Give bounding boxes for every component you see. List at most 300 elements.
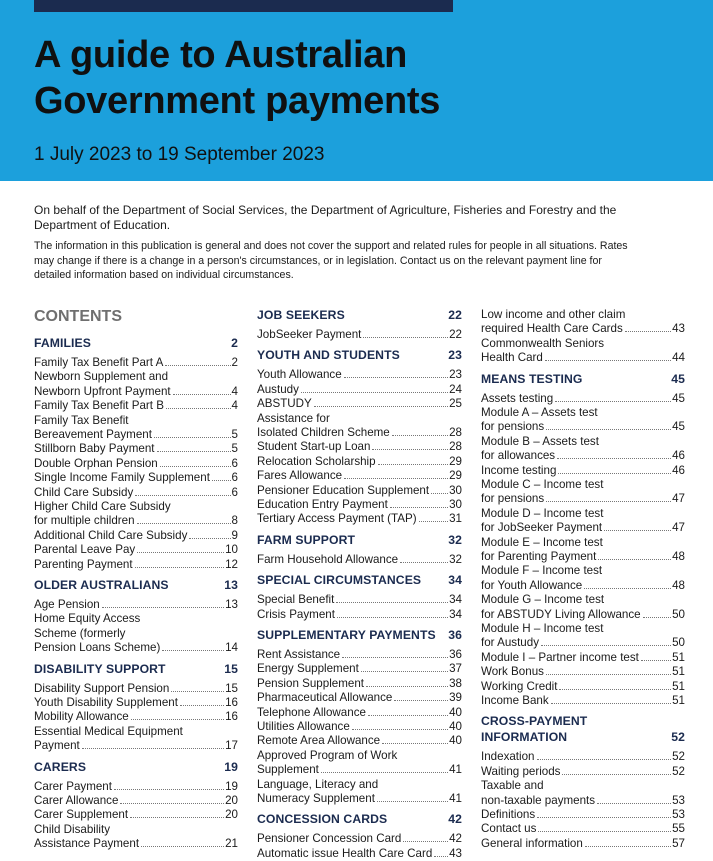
toc-leader-dots: [301, 392, 448, 393]
section-title: SUPPLEMENTARY PAYMENTS: [257, 628, 436, 642]
toc-entry[interactable]: [257, 662, 462, 676]
toc-entry-line: Module B – Assets test: [481, 434, 599, 448]
section-title: CARERS: [34, 759, 87, 774]
intro-disclaimer: The information in this publication is general and does not cover the support and related rules for people in all situations. Rates may change if there is a change in a person's circumstances, or in legislation. Contact us on the relevant payment line for detailed information based on individual circumstances.: [34, 240, 628, 281]
toc-entry-label: Family Tax Benefit Part A: [34, 356, 164, 369]
section-heading: [481, 730, 685, 744]
toc-entry[interactable]: [481, 651, 685, 665]
toc-entry[interactable]: [481, 636, 685, 650]
section-heading: [34, 760, 238, 774]
toc-leader-dots: [162, 650, 224, 651]
toc-entry-label: for Parenting Payment: [481, 550, 597, 563]
section-page: 36: [448, 628, 462, 642]
toc-entry-page: 6: [231, 485, 238, 499]
toc-leader-dots: [363, 337, 448, 338]
toc-entry-page: 34: [449, 593, 462, 607]
toc-entry-line: Module E – Income test: [481, 535, 603, 549]
toc-entry-page: 40: [449, 720, 462, 733]
section-heading: [257, 812, 462, 826]
toc-entry-page: 20: [225, 794, 238, 807]
toc-entry-label: Assistance Payment: [34, 837, 140, 851]
toc-entry-page: 51: [672, 665, 685, 679]
toc-entry-page: 43: [449, 846, 462, 860]
toc-entry-label: Carer Supplement: [34, 808, 129, 822]
toc-entry[interactable]: [34, 356, 238, 370]
toc-entry-page: 53: [672, 793, 685, 807]
toc-entry-page: 47: [672, 521, 685, 535]
toc-entry[interactable]: [257, 455, 462, 469]
toc-leader-dots: [141, 846, 224, 847]
toc-entry-page: 41: [449, 763, 462, 777]
toc-entry-page: 4: [231, 399, 238, 413]
toc-entry-label: Remote Area Allowance: [257, 734, 381, 748]
toc-leader-dots: [597, 803, 671, 804]
toc-entry-label: Additional Child Care Subsidy: [34, 528, 188, 542]
toc-entry-page: 31: [449, 512, 462, 526]
toc-leader-dots: [361, 671, 448, 672]
toc-entry-page: 44: [672, 351, 685, 365]
toc-entry[interactable]: [257, 648, 462, 662]
section-page: 22: [448, 308, 462, 322]
toc-entry-page: 37: [449, 662, 462, 676]
section-title: YOUTH AND STUDENTS: [257, 348, 400, 363]
toc-entry[interactable]: [34, 457, 238, 471]
toc-leader-dots: [392, 435, 448, 436]
toc-entry[interactable]: [257, 553, 462, 567]
toc-leader-dots: [537, 759, 672, 760]
toc-entry[interactable]: [34, 808, 238, 822]
toc-entry[interactable]: [257, 720, 462, 734]
toc-entry-page: 34: [449, 607, 462, 621]
toc-leader-dots: [551, 703, 671, 704]
toc-entry-label: Parental Leave Pay: [34, 543, 136, 557]
section-page: 42: [448, 812, 462, 827]
toc-entry-label: JobSeeker Payment: [257, 328, 362, 341]
toc-entry-label: for pensions: [481, 420, 545, 434]
toc-entry[interactable]: [257, 328, 462, 342]
toc-leader-dots: [378, 464, 449, 465]
toc-leader-dots: [344, 478, 448, 479]
toc-leader-dots: [382, 743, 448, 744]
toc-entry-label: Child Care Subsidy: [34, 485, 134, 499]
toc-entry-line: Child Disability: [34, 822, 111, 836]
toc-leader-dots: [157, 451, 231, 452]
toc-entry-page: 5: [231, 428, 238, 441]
toc-entry-line: Taxable and: [481, 779, 544, 793]
toc-entry-page: 48: [672, 550, 685, 563]
toc-leader-dots: [403, 841, 448, 842]
toc-leader-dots: [643, 617, 671, 618]
toc-entry[interactable]: [257, 691, 462, 705]
toc-entry-page: 40: [449, 705, 462, 719]
toc-entry[interactable]: [481, 322, 685, 336]
toc-entry-label: Energy Supplement: [257, 662, 359, 676]
toc-entry[interactable]: [34, 558, 238, 572]
toc-entry[interactable]: [257, 763, 462, 777]
toc-entry-label: Carer Allowance: [34, 794, 119, 807]
toc-entry-page: 17: [225, 739, 238, 753]
toc-entry-page: 47: [672, 492, 685, 506]
toc-entry-line: Approved Program of Work: [257, 748, 398, 762]
toc-entry-label: Mobility Allowance: [34, 710, 129, 724]
toc-entry[interactable]: [481, 750, 685, 764]
intro-departments: On behalf of the Department of Social Services, the Department of Agriculture, Fisheries and Forestry and the Department of Education.: [34, 203, 617, 232]
toc-entry-line: Low income and other claim: [481, 308, 626, 321]
toc-leader-dots: [173, 394, 231, 395]
toc-leader-dots: [321, 772, 448, 773]
toc-entry[interactable]: [257, 397, 462, 411]
toc-leader-dots: [189, 538, 230, 539]
toc-entry-label: Isolated Children Scheme: [257, 426, 390, 439]
toc-entry[interactable]: [481, 765, 685, 779]
toc-entry-label: Newborn Upfront Payment: [34, 384, 171, 398]
header-banner: [0, 0, 713, 181]
toc-leader-dots: [171, 691, 224, 692]
toc-entry-label: for Youth Allowance: [481, 578, 583, 592]
toc-entry-label: for Austudy: [481, 636, 540, 650]
toc-entry[interactable]: [257, 593, 462, 607]
toc-leader-dots: [344, 377, 448, 378]
toc-leader-dots: [120, 803, 224, 804]
section-heading: [34, 578, 238, 592]
toc-entry-label: Stillborn Baby Payment: [34, 442, 155, 456]
toc-entry-label: Pensioner Concession Card: [257, 832, 402, 846]
toc-entry-page: 39: [449, 691, 462, 705]
toc-entry-line: Module H – Income test: [481, 622, 604, 635]
toc-entry-label: for JobSeeker Payment: [481, 521, 603, 535]
toc-entry-page: 45: [672, 391, 685, 405]
toc-entry-label: Income Bank: [481, 694, 549, 707]
toc-leader-dots: [102, 607, 224, 608]
toc-entry[interactable]: [481, 351, 685, 365]
section-title: INFORMATION: [481, 730, 568, 745]
section-page: 45: [671, 371, 685, 386]
toc-entry-page: 43: [672, 322, 685, 336]
toc-entry-label: Carer Payment: [34, 779, 112, 793]
toc-leader-dots: [366, 686, 448, 687]
toc-entry-label: Farm Household Allowance: [257, 552, 399, 566]
toc-entry-label: Numeracy Supplement: [257, 792, 375, 805]
toc-entry-label: Age Pension: [34, 598, 100, 611]
toc-entry-line: Language, Literacy and: [257, 777, 379, 791]
toc-leader-dots: [584, 588, 671, 589]
toc-entry[interactable]: [481, 794, 685, 808]
toc-entry-label: Working Credit: [481, 679, 558, 693]
toc-leader-dots: [546, 429, 671, 430]
toc-entry-label: Disability Support Pension: [34, 681, 170, 695]
toc-leader-dots: [314, 406, 448, 407]
toc-entry-page: 2: [231, 356, 238, 369]
section-page: 13: [224, 578, 238, 592]
section-heading: [257, 348, 462, 362]
toc-entry-page: 28: [449, 426, 462, 439]
section-heading: [481, 714, 685, 728]
toc-leader-dots: [342, 657, 448, 658]
toc-entry[interactable]: [34, 543, 238, 557]
toc-entry[interactable]: [257, 832, 462, 846]
toc-entry[interactable]: [257, 440, 462, 454]
section-page: 19: [224, 759, 238, 774]
section-title: MEANS TESTING: [481, 371, 583, 386]
toc-entry-label: Automatic issue Health Care Card: [257, 846, 433, 860]
toc-entry-page: 25: [449, 397, 462, 411]
toc-entry-label: Telephone Allowance: [257, 705, 366, 719]
toc-entry-page: 14: [225, 641, 238, 655]
toc-entry[interactable]: [34, 710, 238, 724]
toc-entry[interactable]: [257, 608, 462, 622]
toc-leader-dots: [555, 401, 671, 402]
toc-leader-dots: [130, 817, 224, 818]
page-title: [34, 32, 440, 124]
toc-entry-label: Pensioner Education Supplement: [257, 483, 430, 497]
section-heading: [257, 308, 462, 322]
toc-entry-label: ABSTUDY: [257, 397, 312, 411]
toc-leader-dots: [131, 719, 224, 720]
toc-entry[interactable]: [34, 529, 238, 543]
toc-entry[interactable]: [34, 514, 238, 528]
toc-entry[interactable]: [257, 706, 462, 720]
section-heading: [257, 533, 462, 547]
toc-leader-dots: [82, 748, 224, 749]
toc-leader-dots: [537, 817, 671, 818]
toc-entry-page: 10: [225, 543, 238, 557]
toc-leader-dots: [135, 495, 230, 496]
toc-entry-label: Relocation Scholarship: [257, 454, 376, 468]
section-title: JOB SEEKERS: [257, 308, 345, 322]
toc-leader-dots: [394, 700, 448, 701]
toc-entry-label: Waiting periods: [481, 764, 561, 778]
toc-entry-page: 48: [672, 578, 685, 592]
toc-entry-page: 51: [672, 650, 685, 664]
toc-entry-page: 50: [672, 607, 685, 621]
toc-entry-page: 5: [231, 442, 238, 456]
toc-entry-page: 28: [449, 440, 462, 454]
toc-entry[interactable]: [257, 512, 462, 526]
toc-entry-page: 46: [672, 463, 685, 477]
toc-leader-dots: [160, 466, 231, 467]
toc-entry[interactable]: [257, 469, 462, 483]
toc-entry-label: Bereavement Payment: [34, 428, 152, 441]
toc-entry[interactable]: [34, 641, 238, 655]
toc-leader-dots: [352, 729, 448, 730]
toc-entry-page: 22: [449, 328, 462, 341]
toc-entry-line: Higher Child Care Subsidy: [34, 500, 171, 513]
toc-entry-page: 13: [225, 598, 238, 611]
toc-leader-dots: [557, 458, 671, 459]
toc-entry[interactable]: [481, 579, 685, 593]
toc-entry[interactable]: [481, 808, 685, 822]
toc-leader-dots: [558, 473, 671, 474]
section-heading: [34, 662, 238, 676]
toc-entry-page: 32: [449, 552, 462, 566]
toc-entry-label: Youth Disability Supplement: [34, 696, 178, 709]
toc-entry-label: Single Income Family Supplement: [34, 471, 210, 485]
section-page: 15: [224, 661, 238, 676]
toc-leader-dots: [390, 507, 448, 508]
toc-entry[interactable]: [257, 383, 462, 397]
toc-entry[interactable]: [481, 665, 685, 679]
header-accent-bar: [34, 0, 453, 12]
toc-entry-page: 23: [449, 368, 462, 382]
toc-leader-dots: [585, 846, 671, 847]
toc-leader-dots: [137, 552, 224, 553]
toc-entry[interactable]: [257, 484, 462, 498]
toc-entry[interactable]: [481, 822, 685, 836]
toc-entry-page: 9: [231, 528, 238, 542]
toc-entry[interactable]: [257, 368, 462, 382]
toc-entry[interactable]: [481, 550, 685, 564]
toc-entry-page: 36: [449, 648, 462, 661]
toc-entry-label: Tertiary Access Payment (TAP): [257, 512, 417, 526]
toc-entry[interactable]: [481, 420, 685, 434]
toc-entry-page: 51: [672, 679, 685, 693]
toc-entry-label: Module I – Partner income test: [481, 650, 639, 664]
toc-entry[interactable]: [34, 442, 238, 456]
toc-entry-line: Module F – Income test: [481, 564, 603, 578]
toc-entry[interactable]: [34, 837, 238, 851]
toc-entry-label: for pensions: [481, 492, 545, 506]
toc-entry-label: Income testing: [481, 463, 557, 477]
toc-entry-page: 16: [225, 696, 238, 709]
toc-entry-page: 6: [231, 456, 238, 470]
section-heading: [481, 372, 685, 386]
toc-leader-dots: [166, 408, 231, 409]
toc-entry-line: Assistance for: [257, 411, 330, 425]
toc-entry-line: Module D – Income test: [481, 506, 604, 520]
toc-leader-dots: [541, 645, 671, 646]
toc-entry[interactable]: [257, 792, 462, 806]
toc-entry-page: 53: [672, 808, 685, 821]
toc-entry-label: Indexation: [481, 750, 535, 764]
page-title-line-1: A guide to Australian: [34, 34, 408, 76]
toc-entry[interactable]: [34, 682, 238, 696]
toc-leader-dots: [546, 501, 671, 502]
toc-leader-dots: [562, 774, 671, 775]
toc-entry[interactable]: [34, 399, 238, 413]
section-page: 52: [671, 730, 685, 745]
toc-entry[interactable]: [34, 486, 238, 500]
toc-leader-dots: [114, 789, 224, 790]
toc-entry[interactable]: [34, 385, 238, 399]
toc-entry[interactable]: [481, 608, 685, 622]
toc-entry[interactable]: [34, 739, 238, 753]
toc-entry[interactable]: [481, 694, 685, 708]
toc-entry-line: Essential Medical Equipment: [34, 724, 183, 738]
toc-entry-page: 15: [225, 681, 238, 695]
toc-leader-dots: [165, 365, 230, 366]
toc-leader-dots: [431, 493, 448, 494]
toc-entry-label: for allowances: [481, 449, 556, 463]
toc-entry-page: 42: [449, 832, 462, 846]
toc-leader-dots: [598, 559, 671, 560]
toc-entry[interactable]: [257, 677, 462, 691]
toc-entry-label: Supplement: [257, 763, 319, 777]
toc-entry[interactable]: [257, 498, 462, 512]
toc-entry[interactable]: [481, 449, 685, 463]
toc-entry[interactable]: [481, 492, 685, 506]
section-page: 2: [231, 336, 238, 350]
toc-entry-label: Work Bonus: [481, 665, 544, 679]
toc-entry-page: 38: [449, 676, 462, 690]
toc-entry-line: Commonwealth Seniors: [481, 336, 605, 350]
toc-entry[interactable]: [34, 780, 238, 794]
section-heading: [257, 628, 462, 642]
toc-entry-page: 24: [449, 382, 462, 396]
section-heading: [34, 336, 238, 350]
section-page: 23: [448, 348, 462, 363]
toc-entry-label: Education Entry Payment: [257, 498, 388, 511]
toc-entry-label: Student Start-up Loan: [257, 440, 371, 454]
toc-entry-label: Pension Loans Scheme): [34, 641, 161, 655]
toc-leader-dots: [400, 562, 448, 563]
section-title: SPECIAL CIRCUMSTANCES: [257, 573, 422, 588]
toc-entry-page: 52: [672, 750, 685, 764]
toc-entry[interactable]: [257, 734, 462, 748]
toc-entry-label: Crisis Payment: [257, 607, 335, 621]
toc-entry[interactable]: [34, 794, 238, 808]
toc-entry-label: Assets testing: [481, 391, 554, 405]
toc-entry-page: 8: [231, 514, 238, 528]
toc-leader-dots: [180, 705, 224, 706]
toc-entry-label: Contact us: [481, 822, 537, 836]
toc-entry-line: Newborn Supplement and: [34, 370, 169, 384]
toc-entry[interactable]: [34, 428, 238, 442]
toc-leader-dots: [545, 360, 671, 361]
section-title: FAMILIES: [34, 336, 91, 350]
toc-leader-dots: [604, 530, 671, 531]
toc-entry[interactable]: [34, 696, 238, 710]
toc-entry-page: 16: [225, 710, 238, 724]
toc-leader-dots: [135, 567, 224, 568]
toc-entry-label: Family Tax Benefit Part B: [34, 399, 164, 413]
section-page: 34: [448, 573, 462, 588]
toc-leader-dots: [377, 801, 448, 802]
toc-leader-dots: [154, 437, 231, 438]
section-title: OLDER AUSTRALIANS: [34, 578, 169, 592]
toc-entry-page: 19: [225, 779, 238, 793]
toc-leader-dots: [625, 331, 671, 332]
section-page: 32: [448, 532, 462, 547]
toc-entry-line: Module G – Income test: [481, 593, 605, 607]
toc-leader-dots: [372, 449, 448, 450]
toc-entry-label: Health Card: [481, 351, 543, 365]
toc-entry[interactable]: [481, 521, 685, 535]
toc-entry[interactable]: [34, 471, 238, 485]
toc-entry-label: for multiple children: [34, 514, 135, 528]
toc-entry-label: Parenting Payment: [34, 557, 133, 571]
toc-leader-dots: [137, 523, 231, 524]
toc-entry-line: Module C – Income test: [481, 478, 604, 491]
toc-entry-label: Definitions: [481, 808, 536, 821]
toc-entry-page: 21: [225, 837, 238, 851]
toc-entry[interactable]: [257, 426, 462, 440]
section-title: DISABILITY SUPPORT: [34, 661, 166, 676]
toc-leader-dots: [434, 856, 448, 857]
toc-entry-page: 55: [672, 822, 685, 836]
toc-leader-dots: [419, 521, 449, 522]
toc-leader-dots: [559, 689, 671, 690]
toc-entry[interactable]: [34, 598, 238, 612]
toc-entry-label: Youth Allowance: [257, 368, 342, 382]
toc-entry[interactable]: [481, 680, 685, 694]
contents-heading: CONTENTS: [34, 308, 122, 325]
toc-entry[interactable]: [481, 464, 685, 478]
toc-entry-page: 45: [672, 420, 685, 434]
toc-entry-page: 29: [449, 469, 462, 483]
toc-entry[interactable]: [481, 392, 685, 406]
date-range: 1 July 2023 to 19 September 2023: [34, 144, 325, 165]
toc-leader-dots: [641, 660, 671, 661]
